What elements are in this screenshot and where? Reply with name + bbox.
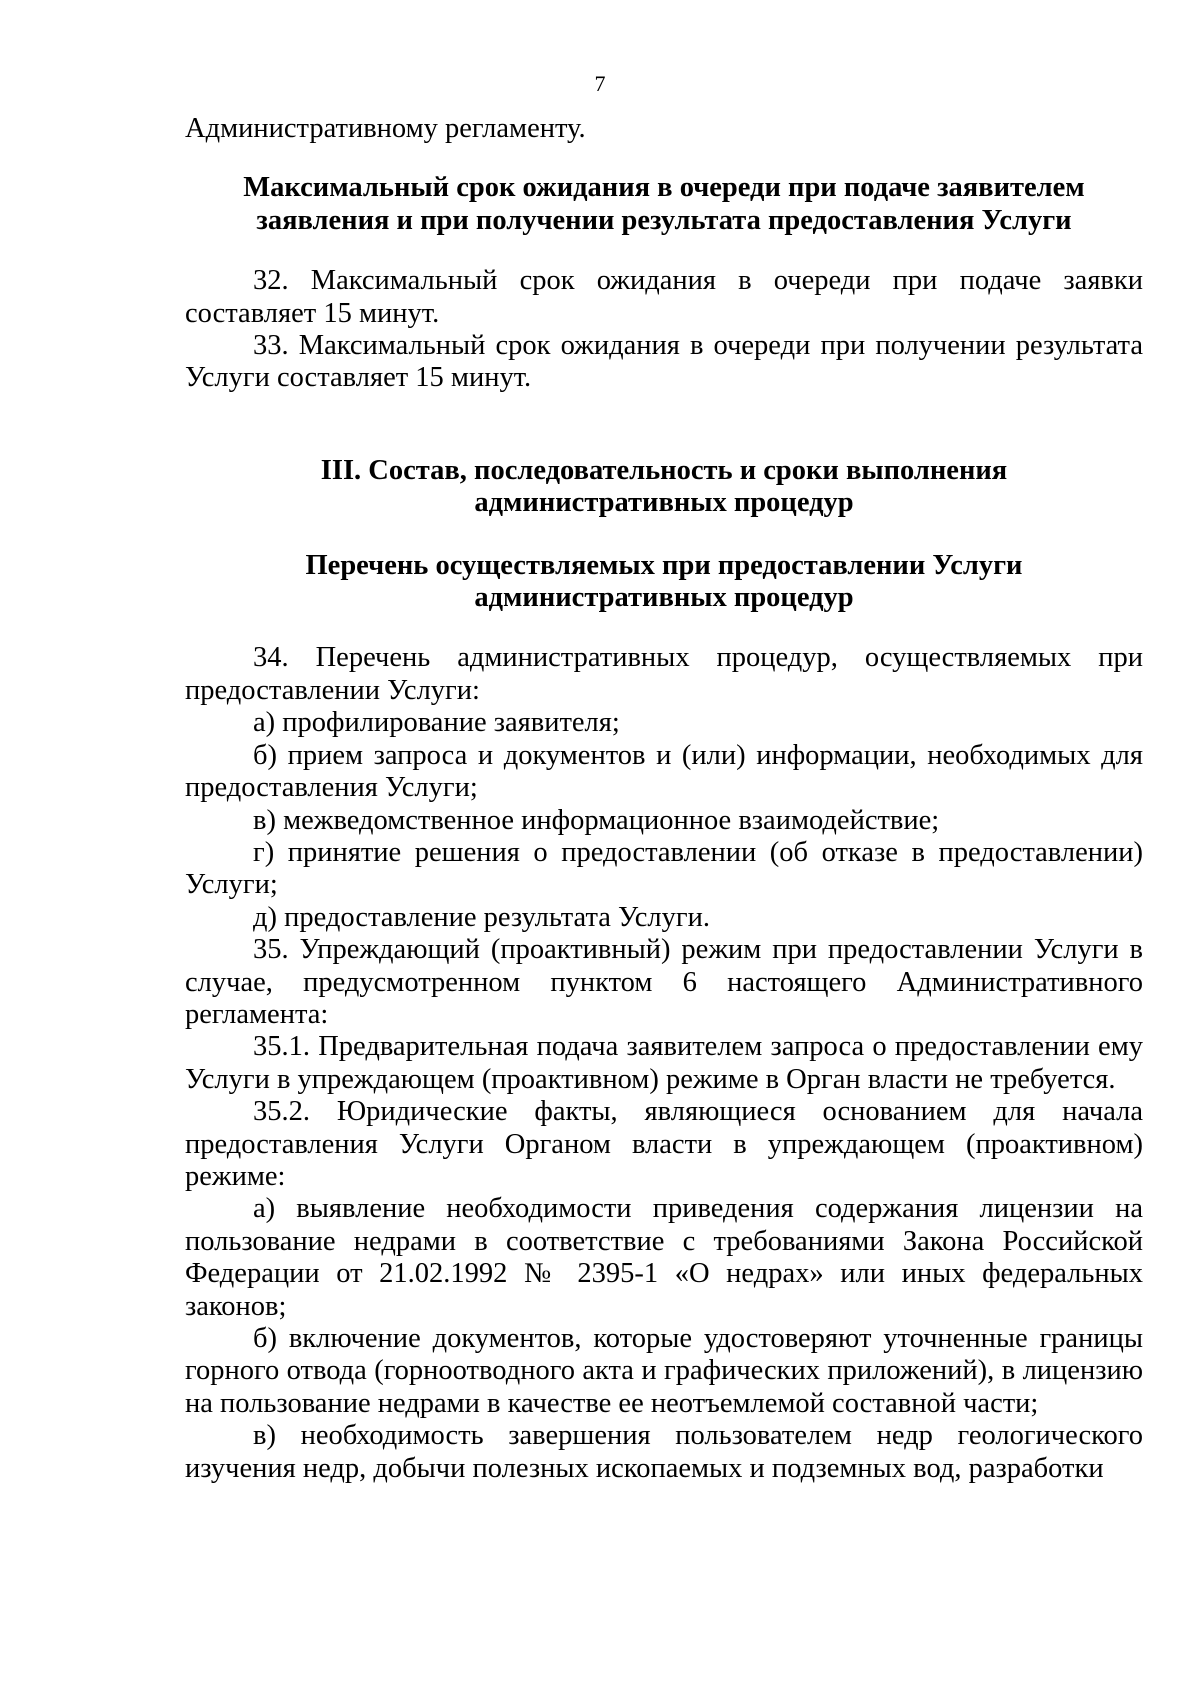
list-item: в) межведомственное информационное взаимодействие; bbox=[253, 804, 940, 836]
heading-procedures-list bbox=[185, 550, 1143, 615]
list-item: а) профилирование заявителя; bbox=[253, 707, 620, 739]
heading-line: заявления и при получении результата предоставления Услуги bbox=[256, 204, 1072, 236]
list-item: г) принятие решения о предоставлении (об отказе в предоставлении) Услуги; bbox=[185, 836, 1143, 901]
page-number: 7 bbox=[594, 71, 606, 96]
paragraph-35-2: 35.2. Юридические факты, являющиеся основанием для начала предоставления Услуги Органом власти в упреждающем (проактивном) режиме: bbox=[185, 1096, 1143, 1192]
list-item: б) включение документов, которые удостоверяют уточненные границы горного отвода (горноотводного акта и графических приложений), в лицензию на пользование недрами в качестве ее неотъемлемой составной части; bbox=[185, 1323, 1143, 1419]
list-item: б) прием запроса и документов и (или) информации, необходимых для предоставления Услуги; bbox=[185, 739, 1143, 804]
paragraph-35: 35. Упреждающий (проактивный) режим при предоставлении Услуги в случае, предусмотренном пунктом 6 настоящего Административного регламента: bbox=[185, 934, 1143, 1030]
heading-line: административных процедур bbox=[474, 487, 854, 519]
list-item: а) выявление необходимости приведения содержания лицензии на пользование недрами в соответствие с требованиями Закона Российской Федерации от 21.02.1992 № 2395-1 «О недрах» или иных федеральных законов; bbox=[185, 1193, 1143, 1322]
heading-line: административных процедур bbox=[474, 582, 854, 614]
heading-line: Перечень осуществляемых при предоставлении Услуги bbox=[305, 549, 1023, 581]
heading-line: Максимальный срок ожидания в очереди при подаче заявителем bbox=[243, 172, 1085, 204]
heading-line: III. Состав, последовательность и сроки выполнения bbox=[320, 454, 1008, 486]
list-item: в) необходимость завершения пользователем недр геологического изучения недр, добычи полезных ископаемых и подземных вод, разработки bbox=[185, 1420, 1143, 1484]
document-body bbox=[185, 113, 1143, 1485]
paragraph-34: 34. Перечень административных процедур, осуществляемых при предоставлении Услуги: bbox=[185, 642, 1143, 706]
list-item: д) предоставление результата Услуги. bbox=[253, 901, 710, 933]
paragraph-32: 32. Максимальный срок ожидания в очереди при подаче заявки составляет 15 минут. bbox=[185, 265, 1143, 329]
heading-section-3 bbox=[185, 455, 1143, 520]
paragraph-33: 33. Максимальный срок ожидания в очереди при получении результата Услуги составляет 15 минут. bbox=[185, 330, 1143, 394]
paragraph-35-1: 35.1. Предварительная подача заявителем запроса о предоставлении ему Услуги в упреждающем (проактивном) режиме в Орган власти не требуется. bbox=[185, 1031, 1143, 1095]
heading-queue-waiting bbox=[185, 172, 1143, 237]
continuation-text: Административному регламенту. bbox=[185, 113, 586, 144]
